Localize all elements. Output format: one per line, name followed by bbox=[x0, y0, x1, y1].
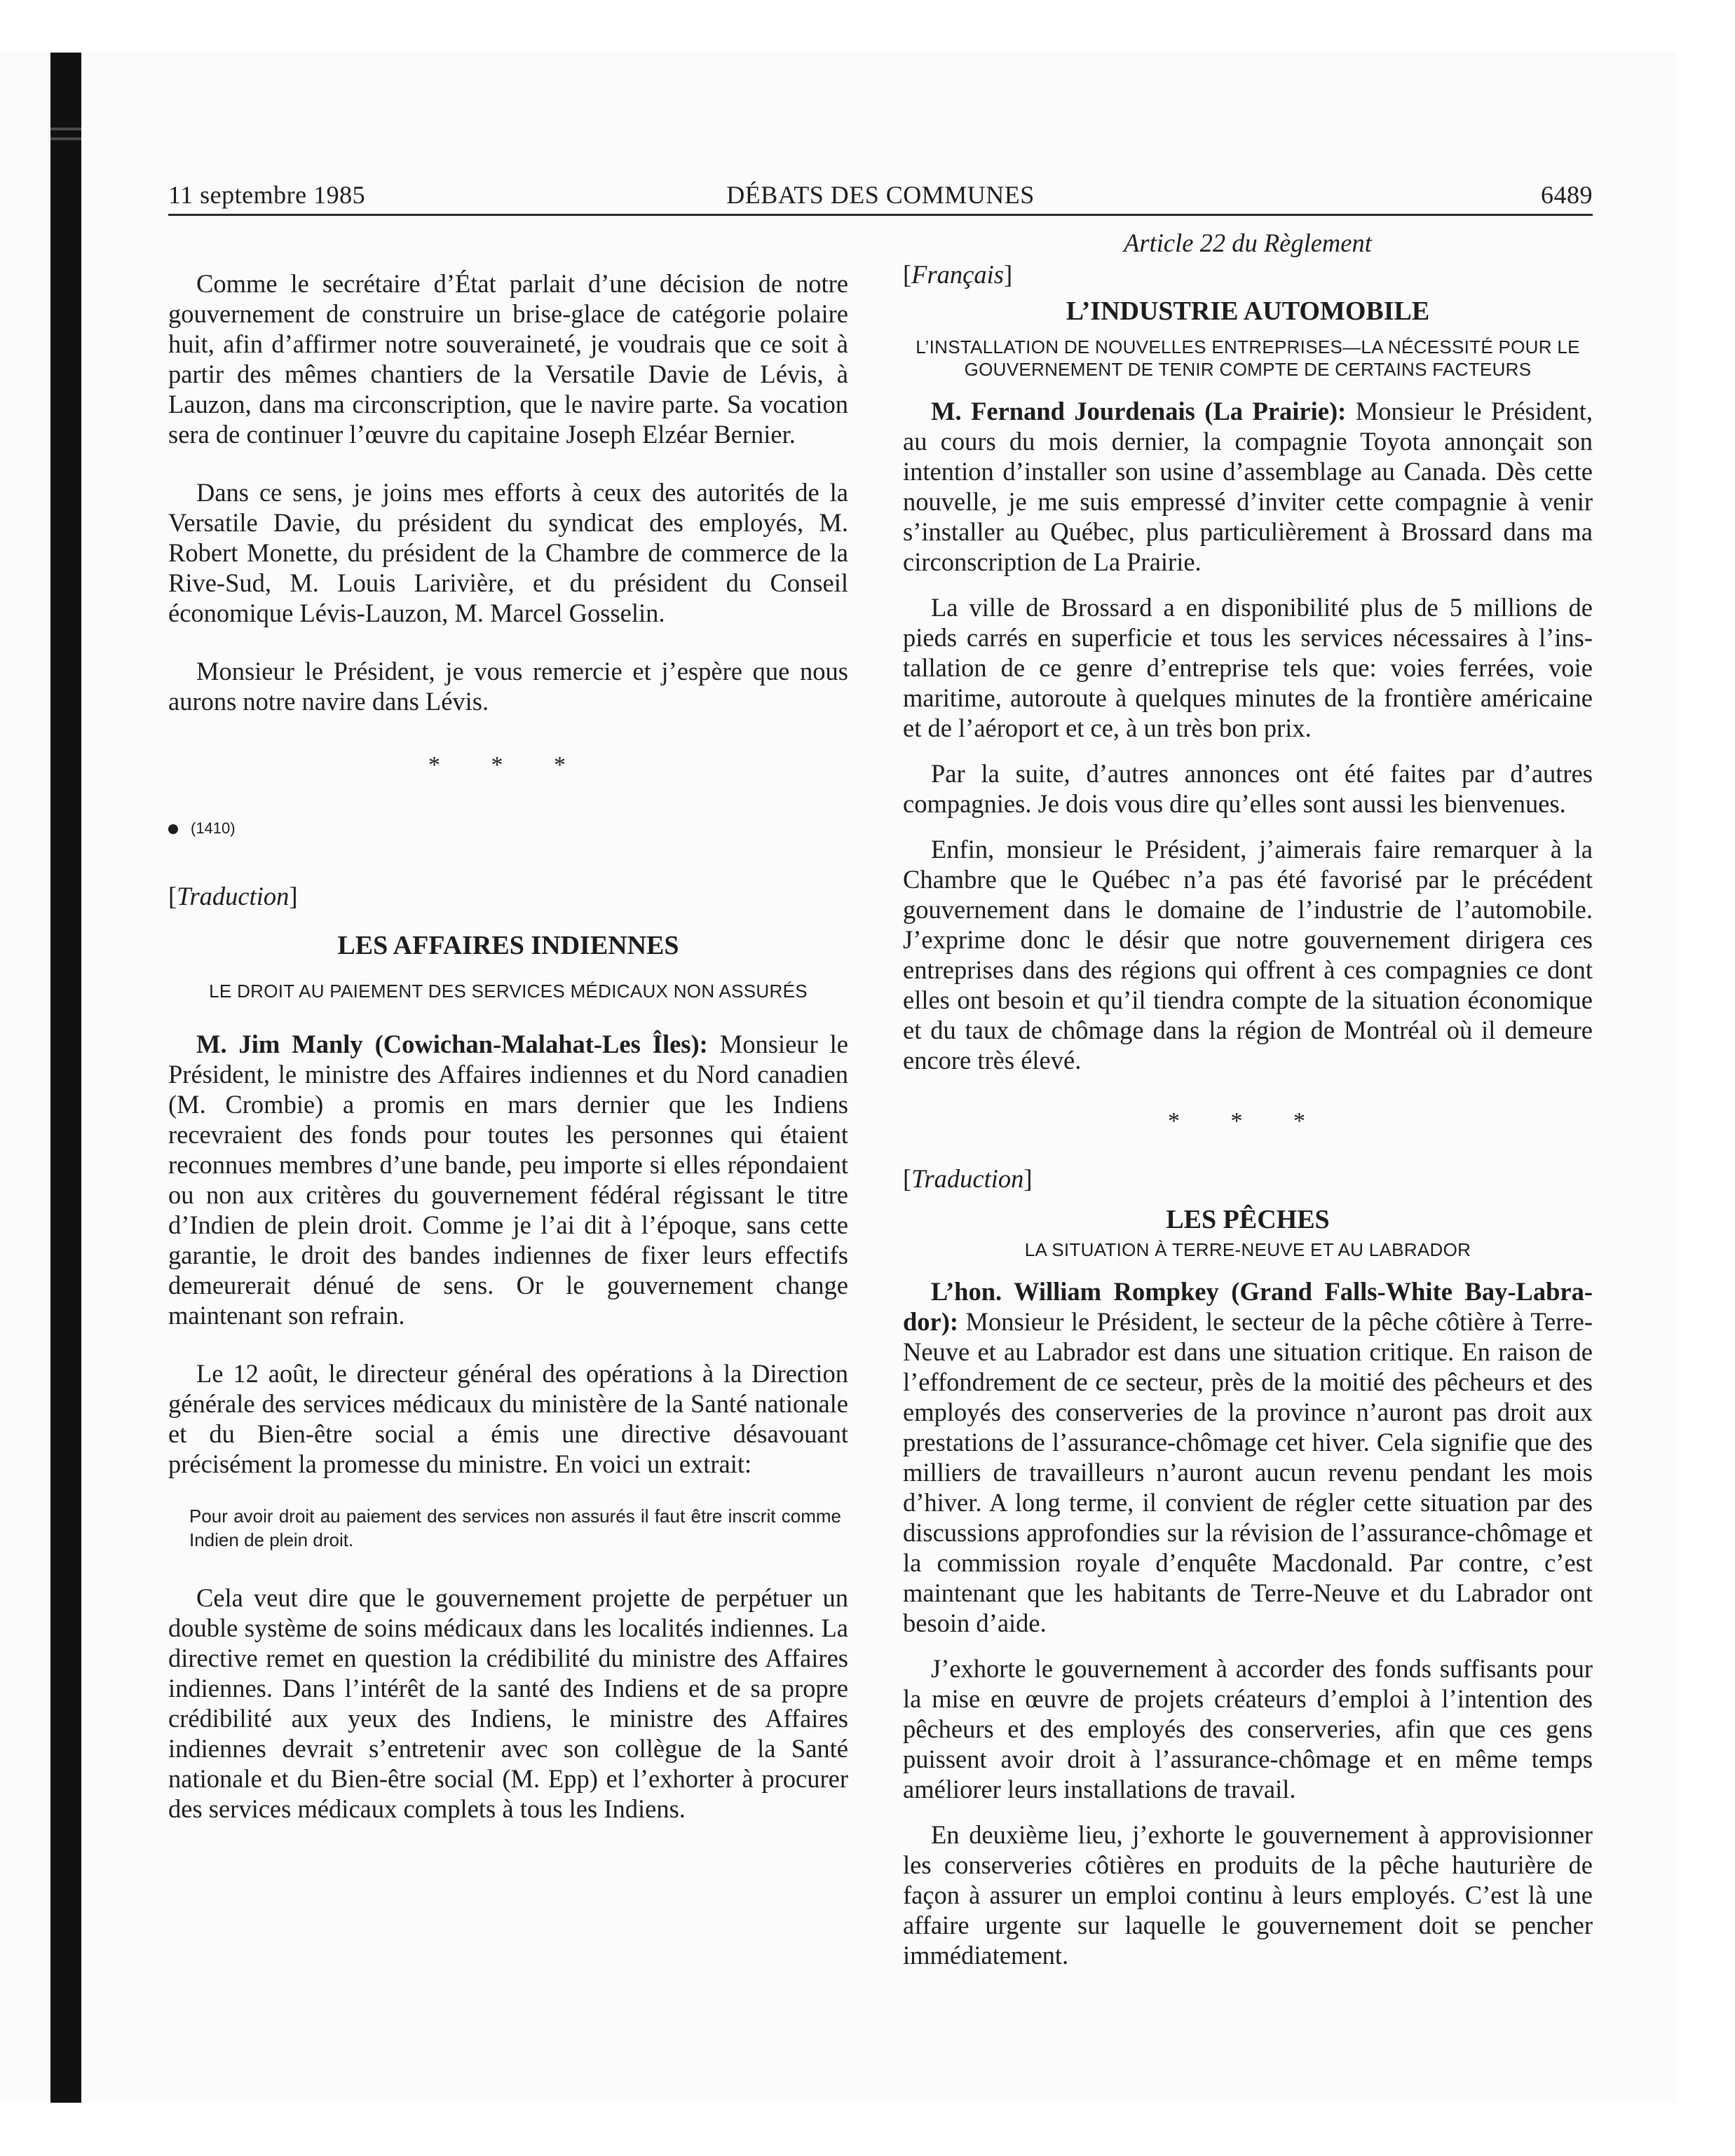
bracket-open: [ bbox=[168, 882, 177, 910]
paragraph: La ville de Brossard a en disponibilité plus de 5 millions de pieds carrés en superficie et tous les services nécessaires à l’installation de ce genre d’entreprise tels que: voies ferrées, voie maritime, autoroute à quelques minutes de la frontière américaine et de l’aéroport et ce, à un très bon prix. bbox=[903, 593, 1593, 742]
paragraph: Monsieur le Président, je vous remercie et j’espère que nous aurons notre navire dans Lévis. bbox=[168, 657, 848, 716]
publication-title: DÉBATS DES COMMUNES bbox=[726, 181, 1035, 209]
translation-tag-text: Traduction bbox=[911, 1164, 1024, 1193]
section-subheading: LE DROIT AU PAIEMENT DES SERVICES MÉDICAUX NON ASSURÉS bbox=[209, 981, 808, 1002]
bracket-open: [ bbox=[903, 1164, 912, 1193]
left-column bbox=[168, 228, 848, 2064]
speaker-name: M. Jim Manly (Cowichan-Malahat-Les Îles): bbox=[196, 1030, 708, 1058]
paragraph: Enfin, monsieur le Président, j’aimerais faire remarquer à la Chambre que le Québec n’a pas été favorisé par le précédent gouvernement dans le domaine de l’industrie de l’automobile. J’exprime donc le désir que notre gouvernement dirigera ces entreprises dans des régions qui offrent à ces compagnies ce dont elles ont besoin et qu’il tiendra compte de la situation économique et du taux de chômage dans la région de Montréal où il demeure encore très élevé. bbox=[903, 835, 1593, 1074]
bracket-close: ] bbox=[1003, 260, 1013, 289]
speech-text: Monsieur le Président, le secteur de la pêche côtière à Terre-Neuve et au Labrador est dans une situation critique. En raison de l’effondrement de ce secteur, près de la moitié des pêcheurs et des employés des conserveries de la province n’auront pas droit aux prestations de l’assurance-chômage cet hiver. Cela signifie que des milliers de travailleurs n’auront aucun revenu pendant les mois d’hiver. A long terme, il convient de régler cette situation par des discussions approfondies sur la révision de l’assurance-chômage et la commission royale d’enquête Macdonald. Par contre, c’est maintenant que les habitants de Terre-Neuve et du Labrador ont besoin d’aide. bbox=[903, 1307, 1593, 1637]
section-separator: * * * bbox=[1168, 1108, 1328, 1134]
paragraph: Cela veut dire que le gouvernement projette de perpétuer un double système de soins médicaux dans les localités indiennes. La directive remet en question la crédibilité du ministre des Affaires indiennes. Dans l’intérêt de la santé des Indiens et de sa propre crédibilité aux yeux des Indiens, le ministre des Affaires indiennes devrait s’entretenir avec son collègue de la Santé nationale et du Bien-être social (M. Epp) et l’exhorter à procurer des services médicaux complets à tous les Indiens. bbox=[168, 1583, 848, 1823]
bracket-close: ] bbox=[1023, 1164, 1033, 1193]
translation-tag-text: Traduction bbox=[177, 882, 290, 910]
paragraph: J’exhorte le gouvernement à accorder des fonds suffisants pour la mise en œuvre de projets créateurs d’emploi à l’intention des pêcheurs et des employés des conserveries, afin que ces gens puissent avoir droit à l’assurance-chômage et en même temps améliorer leurs installations de travail. bbox=[903, 1654, 1593, 1803]
language-tag bbox=[903, 259, 1593, 289]
speaker-name: M. Fernand Jourdenais (La Prairie): bbox=[931, 397, 1347, 425]
running-header bbox=[168, 179, 1593, 216]
page-number: 6489 bbox=[1541, 181, 1593, 209]
spine-mark bbox=[50, 137, 81, 140]
bracket-open: [ bbox=[903, 260, 912, 289]
section-subheading: LA SITUATION À TERRE-NEUVE ET AU LABRADOR bbox=[1024, 1239, 1471, 1260]
speaker-name: L’hon. William Rompkey (Grand Falls-White Bay-Labrador): bbox=[903, 1277, 1593, 1336]
section-subheading: L’INSTALLATION DE NOUVELLES ENTREPRISES—LA NÉCESSITÉ POUR LE GOUVERNEMENT DE TENIR COMPTE DE CERTAINS FACTEURS bbox=[916, 336, 1580, 380]
section-heading: LES PÊCHES bbox=[1166, 1205, 1330, 1234]
language-tag-text: Français bbox=[911, 260, 1004, 289]
speech-paragraph bbox=[903, 396, 1593, 577]
speech-paragraph bbox=[903, 1276, 1593, 1638]
time-marker bbox=[168, 818, 848, 839]
speech-text: Monsieur le Président, au cours du mois dernier, la compagnie Toyota annonçait son intention d’installer son usine d’assemblage au Canada. Dès cette nouvelle, je me suis empressé d’inviter cette compagnie à venir s’installer au Québec, plus particulièrement à Brossard dans ma circonscription de La Prairie. bbox=[903, 397, 1593, 576]
section-separator: * * * bbox=[428, 752, 588, 778]
time-marker-text: (1410) bbox=[191, 819, 236, 837]
paragraph: En deuxième lieu, j’exhorte le gouvernement à approvisionner les conserveries côtières en produits de la pêche hauturière de façon à assurer un emploi continu à leurs employés. C’est là une affaire urgente sur laquelle le gouvernement doit se pencher immédiatement. bbox=[903, 1820, 1593, 1970]
bullet-icon bbox=[168, 824, 178, 834]
speech-paragraph bbox=[168, 1029, 848, 1330]
paragraph: Le 12 août, le directeur général des opérations à la Direction générale des services médicaux du ministère de la Santé nationale et du Bien-être social a émis une directive désavouant précisément la promesse du ministre. En voici un extrait: bbox=[168, 1359, 848, 1478]
speech-text: Monsieur le Président, le ministre des Affaires indiennes et du Nord canadien (M. Crombie) a promis en mars dernier que les Indiens recevraient des fonds pour toutes les personnes qui étaient reconnues membres d’une bande, peu importe si elles répondaient ou non aux critères du gouvernement fédéral régissant le titre d’Indien de plein droit. Comme je l’ai dit à l’époque, sans cette garantie, le droit des bandes indiennes de fixer leurs effectifs demeurerait dénué de sens. Or le gouvernement change maintenant son refrain. bbox=[168, 1030, 848, 1330]
paragraph: Comme le secrétaire d’État parlait d’une décision de notre gouvernement de construire un brise-glace de catégorie polaire huit, afin d’affirmer notre souveraineté, je voudrais que ce soit à partir des mêmes chantiers de la Versatile Davie de Lévis, à Lauzon, dans ma circonscription, que le navire parte. Sa vocation sera de continuer l’œuvre du capitaine Joseph Elzéar Bernier. bbox=[168, 269, 848, 449]
bracket-close: ] bbox=[289, 882, 298, 910]
section-heading: LES AFFAIRES INDIENNES bbox=[337, 931, 679, 960]
scan-margin-right bbox=[1677, 0, 1735, 2156]
spine-mark bbox=[50, 128, 81, 130]
paragraph: Dans ce sens, je joins mes efforts à ceux des autorités de la Versatile Davie, du président du syndicat des employés, M. Robert Monette, du président de la Chambre de commerce de la Rive-Sud, M. Louis Larivière, et du président du Conseil économique Lévis-Lauzon, M. Marcel Gosselin. bbox=[168, 478, 848, 627]
binding-spine bbox=[50, 53, 81, 2103]
translation-tag bbox=[168, 881, 848, 911]
paragraph: Par la suite, d’autres annonces ont été faites par d’autres compagnies. Je dois vous dire qu’elles sont aussi les bienvenues. bbox=[903, 759, 1593, 818]
section-heading: L’INDUSTRIE AUTOMOBILE bbox=[1066, 296, 1430, 326]
scan-margin-bottom bbox=[0, 2103, 1735, 2156]
block-quote: Pour avoir droit au paiement des services non assurés il faut être inscrit comme Indien de plein droit. bbox=[189, 1506, 841, 1550]
translation-tag bbox=[903, 1164, 1593, 1194]
standing-order-reference: Article 22 du Règlement bbox=[1124, 228, 1372, 257]
header-date: 11 septembre 1985 bbox=[168, 181, 366, 209]
scan-margin-top bbox=[0, 0, 1735, 53]
right-column bbox=[903, 228, 1593, 2064]
